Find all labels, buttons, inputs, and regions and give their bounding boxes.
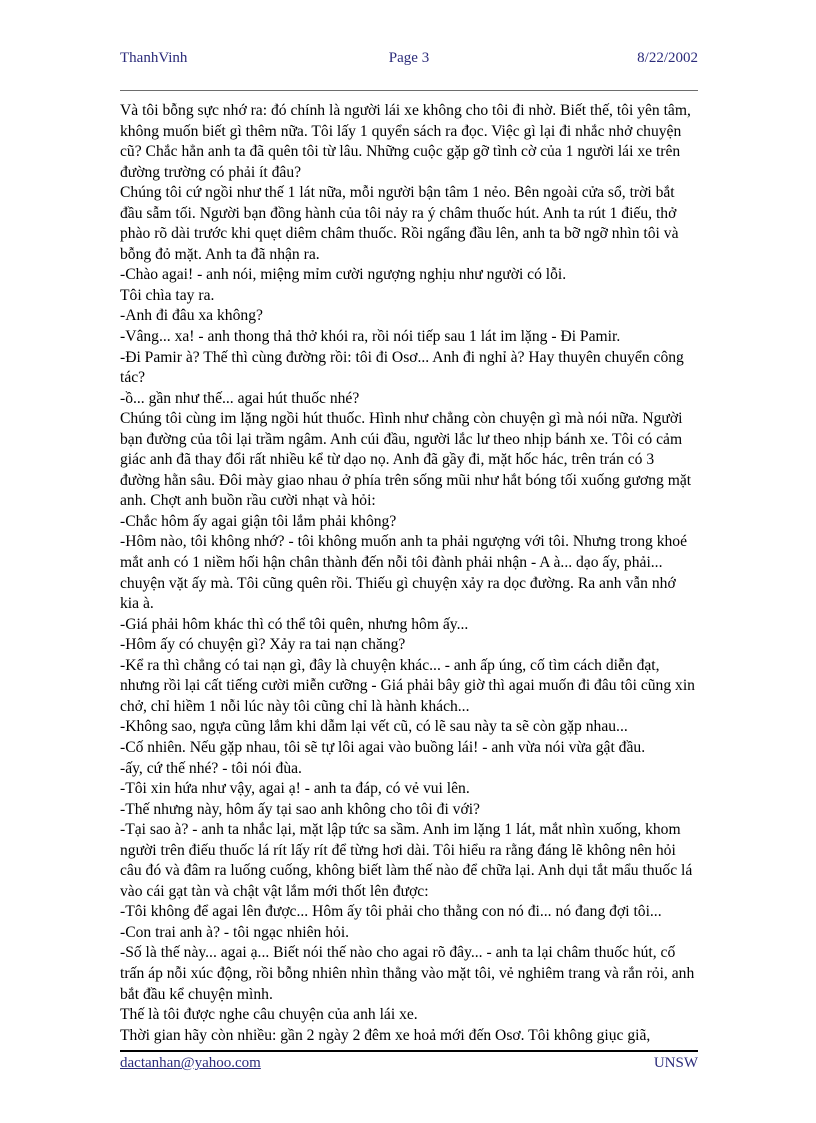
header-date: 8/22/2002 bbox=[637, 50, 698, 66]
paragraph: -Đi Pamir à? Thế thì cùng đường rồi: tôi đi Osơ... Anh đi nghỉ à? Hay thuyên chuyển công tác? bbox=[120, 348, 684, 387]
paragraph: -Số là thế này... agai ạ... Biết nói thế nào cho agai rõ đây... - anh ta lại châm thuốc hút, cố trấn áp nỗi xúc động, rồi bỗng nhiên nhìn thẳng vào mặt tôi, vẻ nghiêm trang và rắn rỏi, anh bắt đầu kể chuyện mình. bbox=[120, 944, 695, 1003]
paragraph: -Tôi không để agai lên được... Hôm ấy tôi phải cho thằng con nó đi... nó đang đợi tôi... bbox=[120, 903, 662, 921]
paragraph: -Hôm nào, tôi không nhớ? - tôi không muốn anh ta phải ngượng với tôi. Nhưng trong khoé mắt anh có 1 niềm hối hận chân thành đến nỗi tôi đành phải nhận - A à... dạo ấy, phải... chuyện vặt ấy mà. Tôi cũng quên rồi. Thiếu gì chuyện xảy ra dọc đường. Ra anh vẫn nhớ kia à. bbox=[120, 533, 688, 613]
paragraph: Tôi chìa tay ra. bbox=[120, 286, 215, 304]
footer-email-link[interactable]: dactanhan@yahoo.com bbox=[120, 1055, 261, 1071]
footer-organization: UNSW bbox=[653, 1055, 698, 1071]
paragraph: Và tôi bỗng sực nhớ ra: đó chính là người lái xe không cho tôi đi nhờ. Biết thế, tôi yên tâm, không muốn biết gì thêm nữa. Tôi lấy 1 quyển sách ra đọc. Việc gì lại đi nhắc nhở chuyện cũ? Chắc hẳn anh ta đã quên tôi từ lâu. Những cuộc gặp gỡ tình cờ của 1 người lái xe trên đường trường có phải ít đâu? bbox=[120, 102, 691, 181]
paragraph: Thời gian hãy còn nhiều: gần 2 ngày 2 đêm xe hoả mới đến Osơ. Tôi không giục giã, bbox=[120, 1026, 651, 1044]
paragraph: -Anh đi đâu xa không? bbox=[120, 307, 263, 325]
paragraph: -Tại sao à? - anh ta nhắc lại, mặt lập tức sa sầm. Anh im lặng 1 lát, mắt nhìn xuống, khom người trên điếu thuốc lá rít lấy rít để từng hơi dài. Tôi hiểu ra rằng đáng lẽ không nên hỏi câu đó và đâm ra luống cuống, không biết làm thế nào để chữa lại. Anh dụi tắt mẩu thuốc lá vào cái gạt tàn và chật vật lắm mới thốt lên được: bbox=[120, 821, 693, 900]
paragraph: -Cố nhiên. Nếu gặp nhau, tôi sẽ tự lôi agai vào buồng lái! - anh vừa nói vừa gật đầu. bbox=[120, 738, 646, 756]
paragraph: -ồ... gần như thế... agai hút thuốc nhé? bbox=[120, 389, 360, 407]
paragraph: Chúng tôi cùng im lặng ngồi hút thuốc. Hình như chẳng còn chuyện gì mà nói nữa. Người bạn đường của tôi lại trầm ngâm. Anh cúi đầu, người lắc lư theo nhịp bánh xe. Tôi có cảm giác anh đã thay đổi rất nhiều kể từ dạo nọ. Anh đã gầy đi, mặt hốc hác, trên trán có 3 đường hằn sâu. Đôi mày giao nhau ở phía trên sống mũi như hắt bóng tối xuống gương mặt anh. Chợt anh buồn rầu cười nhạt và hỏi: bbox=[120, 410, 692, 510]
header-divider bbox=[120, 90, 698, 91]
document-body bbox=[120, 101, 698, 1046]
paragraph: -Giá phải hôm khác thì có thể tôi quên, nhưng hôm ấy... bbox=[120, 615, 469, 633]
page-footer bbox=[120, 1055, 698, 1077]
paragraph: -Chắc hôm ấy agai giận tôi lắm phải không? bbox=[120, 512, 397, 530]
page-header bbox=[120, 50, 698, 72]
paragraph: -Chào agai! - anh nói, miệng mỉm cười ngượng nghịu như người có lỗi. bbox=[120, 266, 567, 284]
paragraph: -Hôm ấy có chuyện gì? Xảy ra tai nạn chăng? bbox=[120, 636, 406, 654]
header-author: ThanhVinh bbox=[120, 50, 188, 66]
footer-divider bbox=[120, 1050, 698, 1052]
header-page-number: Page 3 bbox=[388, 50, 430, 66]
paragraph: Thế là tôi được nghe câu chuyện của anh lái xe. bbox=[120, 1006, 418, 1024]
paragraph: -Tôi xin hứa như vậy, agai ạ! - anh ta đáp, có vẻ vui lên. bbox=[120, 780, 470, 798]
paragraph: -Kể ra thì chẳng có tai nạn gì, đây là chuyện khác... - anh ấp úng, cố tìm cách diễn đạt, nhưng rồi lại cất tiếng cười miễn cưỡng - Giá phải bây giờ thì agai muốn đi đâu tôi cũng xin chở, chỉ hiềm 1 nỗi lúc này tôi cũng chỉ là hành khách... bbox=[120, 656, 695, 715]
paragraph: -Vâng... xa! - anh thong thả thở khói ra, rồi nói tiếp sau 1 lát im lặng - Đi Pamir. bbox=[120, 328, 621, 346]
paragraph: -Thế nhưng này, hôm ấy tại sao anh không cho tôi đi với? bbox=[120, 800, 480, 818]
paragraph: -Không sao, ngựa cũng lắm khi dẫm lại vết cũ, có lẽ sau này ta sẽ còn gặp nhau... bbox=[120, 718, 628, 736]
paragraph: Chúng tôi cứ ngồi như thế 1 lát nữa, mỗi người bận tâm 1 nẻo. Bên ngoài cửa sổ, trời bắt đầu sẫm tối. Người bạn đồng hành của tôi nảy ra ý châm thuốc hút. Anh ta rút 1 điếu, thở phào rõ dài trước khi quẹt diêm châm thuốc. Rồi ngẩng đầu lên, anh ta bỡ ngỡ nhìn tôi và bỗng đỏ mặt. Anh ta đã nhận ra. bbox=[120, 184, 679, 263]
paragraph: -Con trai anh à? - tôi ngạc nhiên hỏi. bbox=[120, 923, 350, 941]
paragraph: -ấy, cứ thế nhé? - tôi nói đùa. bbox=[120, 759, 302, 777]
